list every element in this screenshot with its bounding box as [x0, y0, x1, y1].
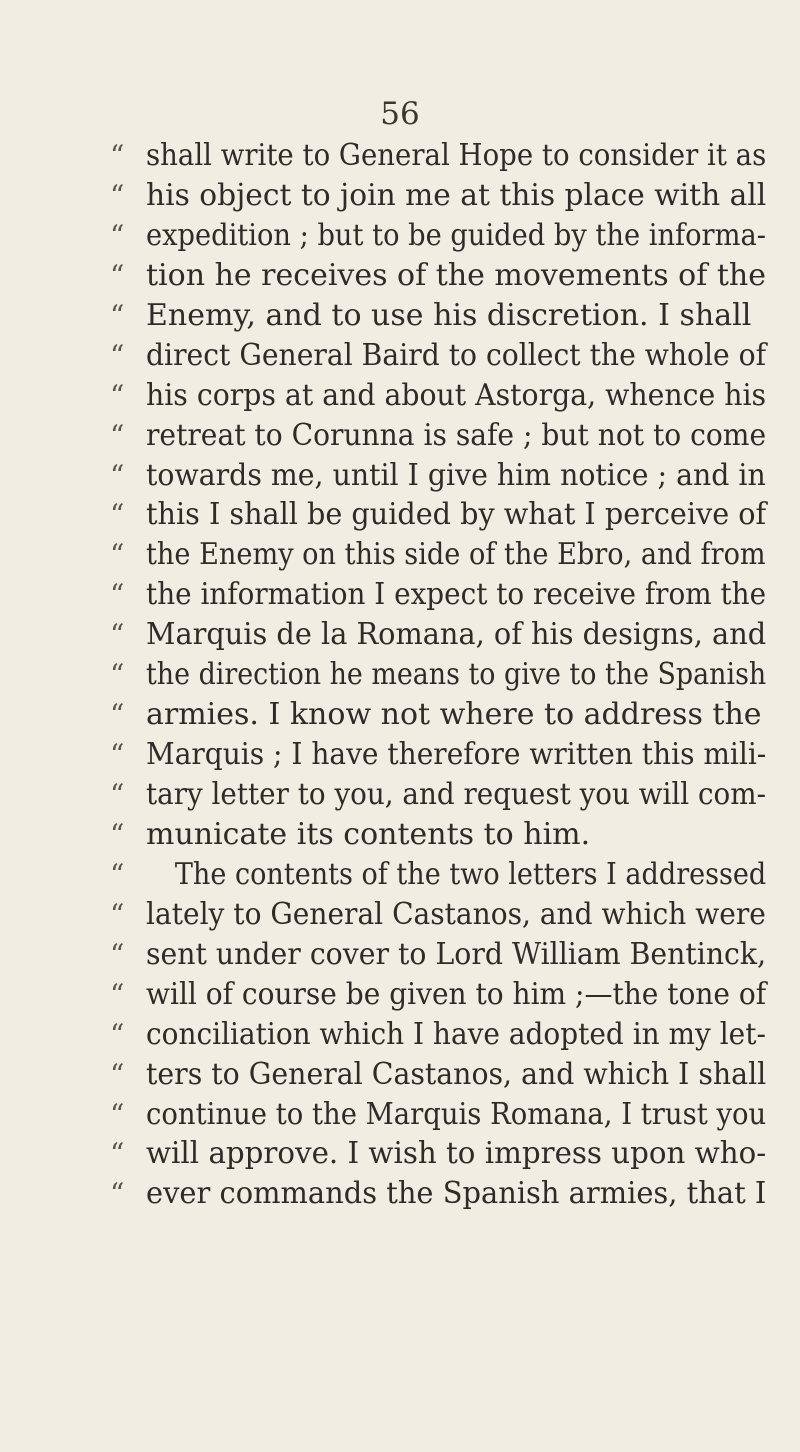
quote-mark: “: [110, 378, 125, 412]
text-line: [110, 1095, 770, 1135]
line-text: The contents of the two letters I addressed: [174, 856, 767, 892]
text-line: [110, 855, 770, 895]
line-text: shall write to General Hope to consider it as: [146, 138, 767, 173]
quote-mark: “: [110, 937, 125, 971]
text-line: [110, 296, 770, 336]
quote-mark: “: [110, 1137, 125, 1171]
text-line: [110, 815, 770, 855]
line-text: armies. I know not where to address the: [146, 697, 762, 733]
line-text: will of course be given to him ;—the tone of: [146, 976, 767, 1012]
line-text: Marquis ; I have therefore written this mili-: [146, 737, 767, 773]
line-text: tary letter to you, and request you will com-: [146, 777, 767, 812]
line-text: the direction he means to give to the Spanish: [146, 657, 767, 693]
text-line: [110, 456, 770, 496]
letter-text-block: [110, 136, 770, 1214]
line-text: towards me, until I give him notice ; and in: [146, 457, 766, 493]
quote-mark: “: [110, 498, 125, 532]
line-text: the information I expect to receive from the: [146, 577, 767, 613]
quote-mark: “: [110, 817, 125, 851]
line-text: lately to General Castanos, and which were: [146, 896, 766, 932]
text-line: [110, 176, 770, 216]
line-text: the Enemy on this side of the Ebro, and from: [146, 537, 766, 573]
quote-mark: “: [110, 1017, 125, 1051]
text-line: [110, 775, 770, 815]
text-line: [110, 935, 770, 975]
quote-mark: “: [110, 1177, 125, 1211]
text-line: [110, 535, 770, 575]
quote-mark: “: [110, 178, 125, 212]
text-line: [110, 615, 770, 655]
line-text: his object to join me at this place with all: [146, 177, 767, 213]
quote-mark: “: [110, 778, 125, 811]
quote-mark: “: [110, 458, 125, 492]
quote-mark: “: [110, 897, 125, 931]
quote-mark: “: [110, 658, 125, 692]
quote-mark: “: [110, 738, 125, 772]
quote-mark: “: [110, 618, 125, 652]
page-number: 56: [380, 96, 420, 132]
text-line: [110, 1055, 770, 1095]
quote-mark: “: [110, 698, 125, 732]
quote-mark: “: [110, 218, 125, 252]
quote-mark: “: [110, 857, 125, 891]
quote-mark: “: [110, 1057, 125, 1091]
quote-mark: “: [110, 139, 125, 172]
line-text: ters to General Castanos, and which I shall: [146, 1056, 767, 1092]
quote-mark: “: [110, 338, 125, 372]
line-text: expedition ; but to be guided by the informa-: [146, 217, 766, 253]
line-text: will approve. I wish to impress upon who-: [146, 1136, 767, 1172]
line-text: direct General Baird to collect the whole of: [146, 337, 767, 373]
text-line: [110, 216, 770, 256]
text-line: [110, 336, 770, 376]
text-line: [110, 655, 770, 695]
line-text: sent under cover to Lord William Bentinck,: [146, 936, 767, 972]
text-line: [110, 735, 770, 775]
text-line: [110, 695, 770, 735]
line-text: Marquis de la Romana, of his designs, and: [146, 617, 767, 653]
quote-mark: “: [110, 258, 125, 292]
line-text: tion he receives of the movements of the: [146, 257, 766, 293]
text-line: [110, 256, 770, 296]
quote-mark: “: [110, 298, 125, 332]
text-line: [110, 1134, 770, 1174]
quote-mark: “: [110, 1097, 125, 1131]
text-line: [110, 895, 770, 935]
line-text: retreat to Corunna is safe ; but not to come: [146, 417, 767, 453]
line-text: conciliation which I have adopted in my let-: [146, 1016, 766, 1052]
text-line: [110, 575, 770, 615]
quote-mark: “: [110, 418, 125, 452]
quote-mark: “: [110, 578, 125, 612]
line-text: this I shall be guided by what I perceive of: [146, 497, 767, 533]
quote-mark: “: [110, 538, 125, 572]
line-text: continue to the Marquis Romana, I trust you: [146, 1096, 767, 1132]
text-line: [110, 975, 770, 1015]
line-text: his corps at and about Astorga, whence his: [146, 377, 767, 413]
text-line: [110, 416, 770, 456]
text-line: [110, 136, 770, 176]
text-line: [110, 1174, 770, 1214]
quote-mark: “: [110, 977, 125, 1011]
line-text: municate its contents to him.: [146, 816, 591, 852]
text-line: [110, 1015, 770, 1055]
line-text: ever commands the Spanish armies, that I: [146, 1176, 767, 1212]
text-line: [110, 376, 770, 416]
text-line: [110, 495, 770, 535]
line-text: Enemy, and to use his discretion. I shall: [146, 297, 752, 333]
